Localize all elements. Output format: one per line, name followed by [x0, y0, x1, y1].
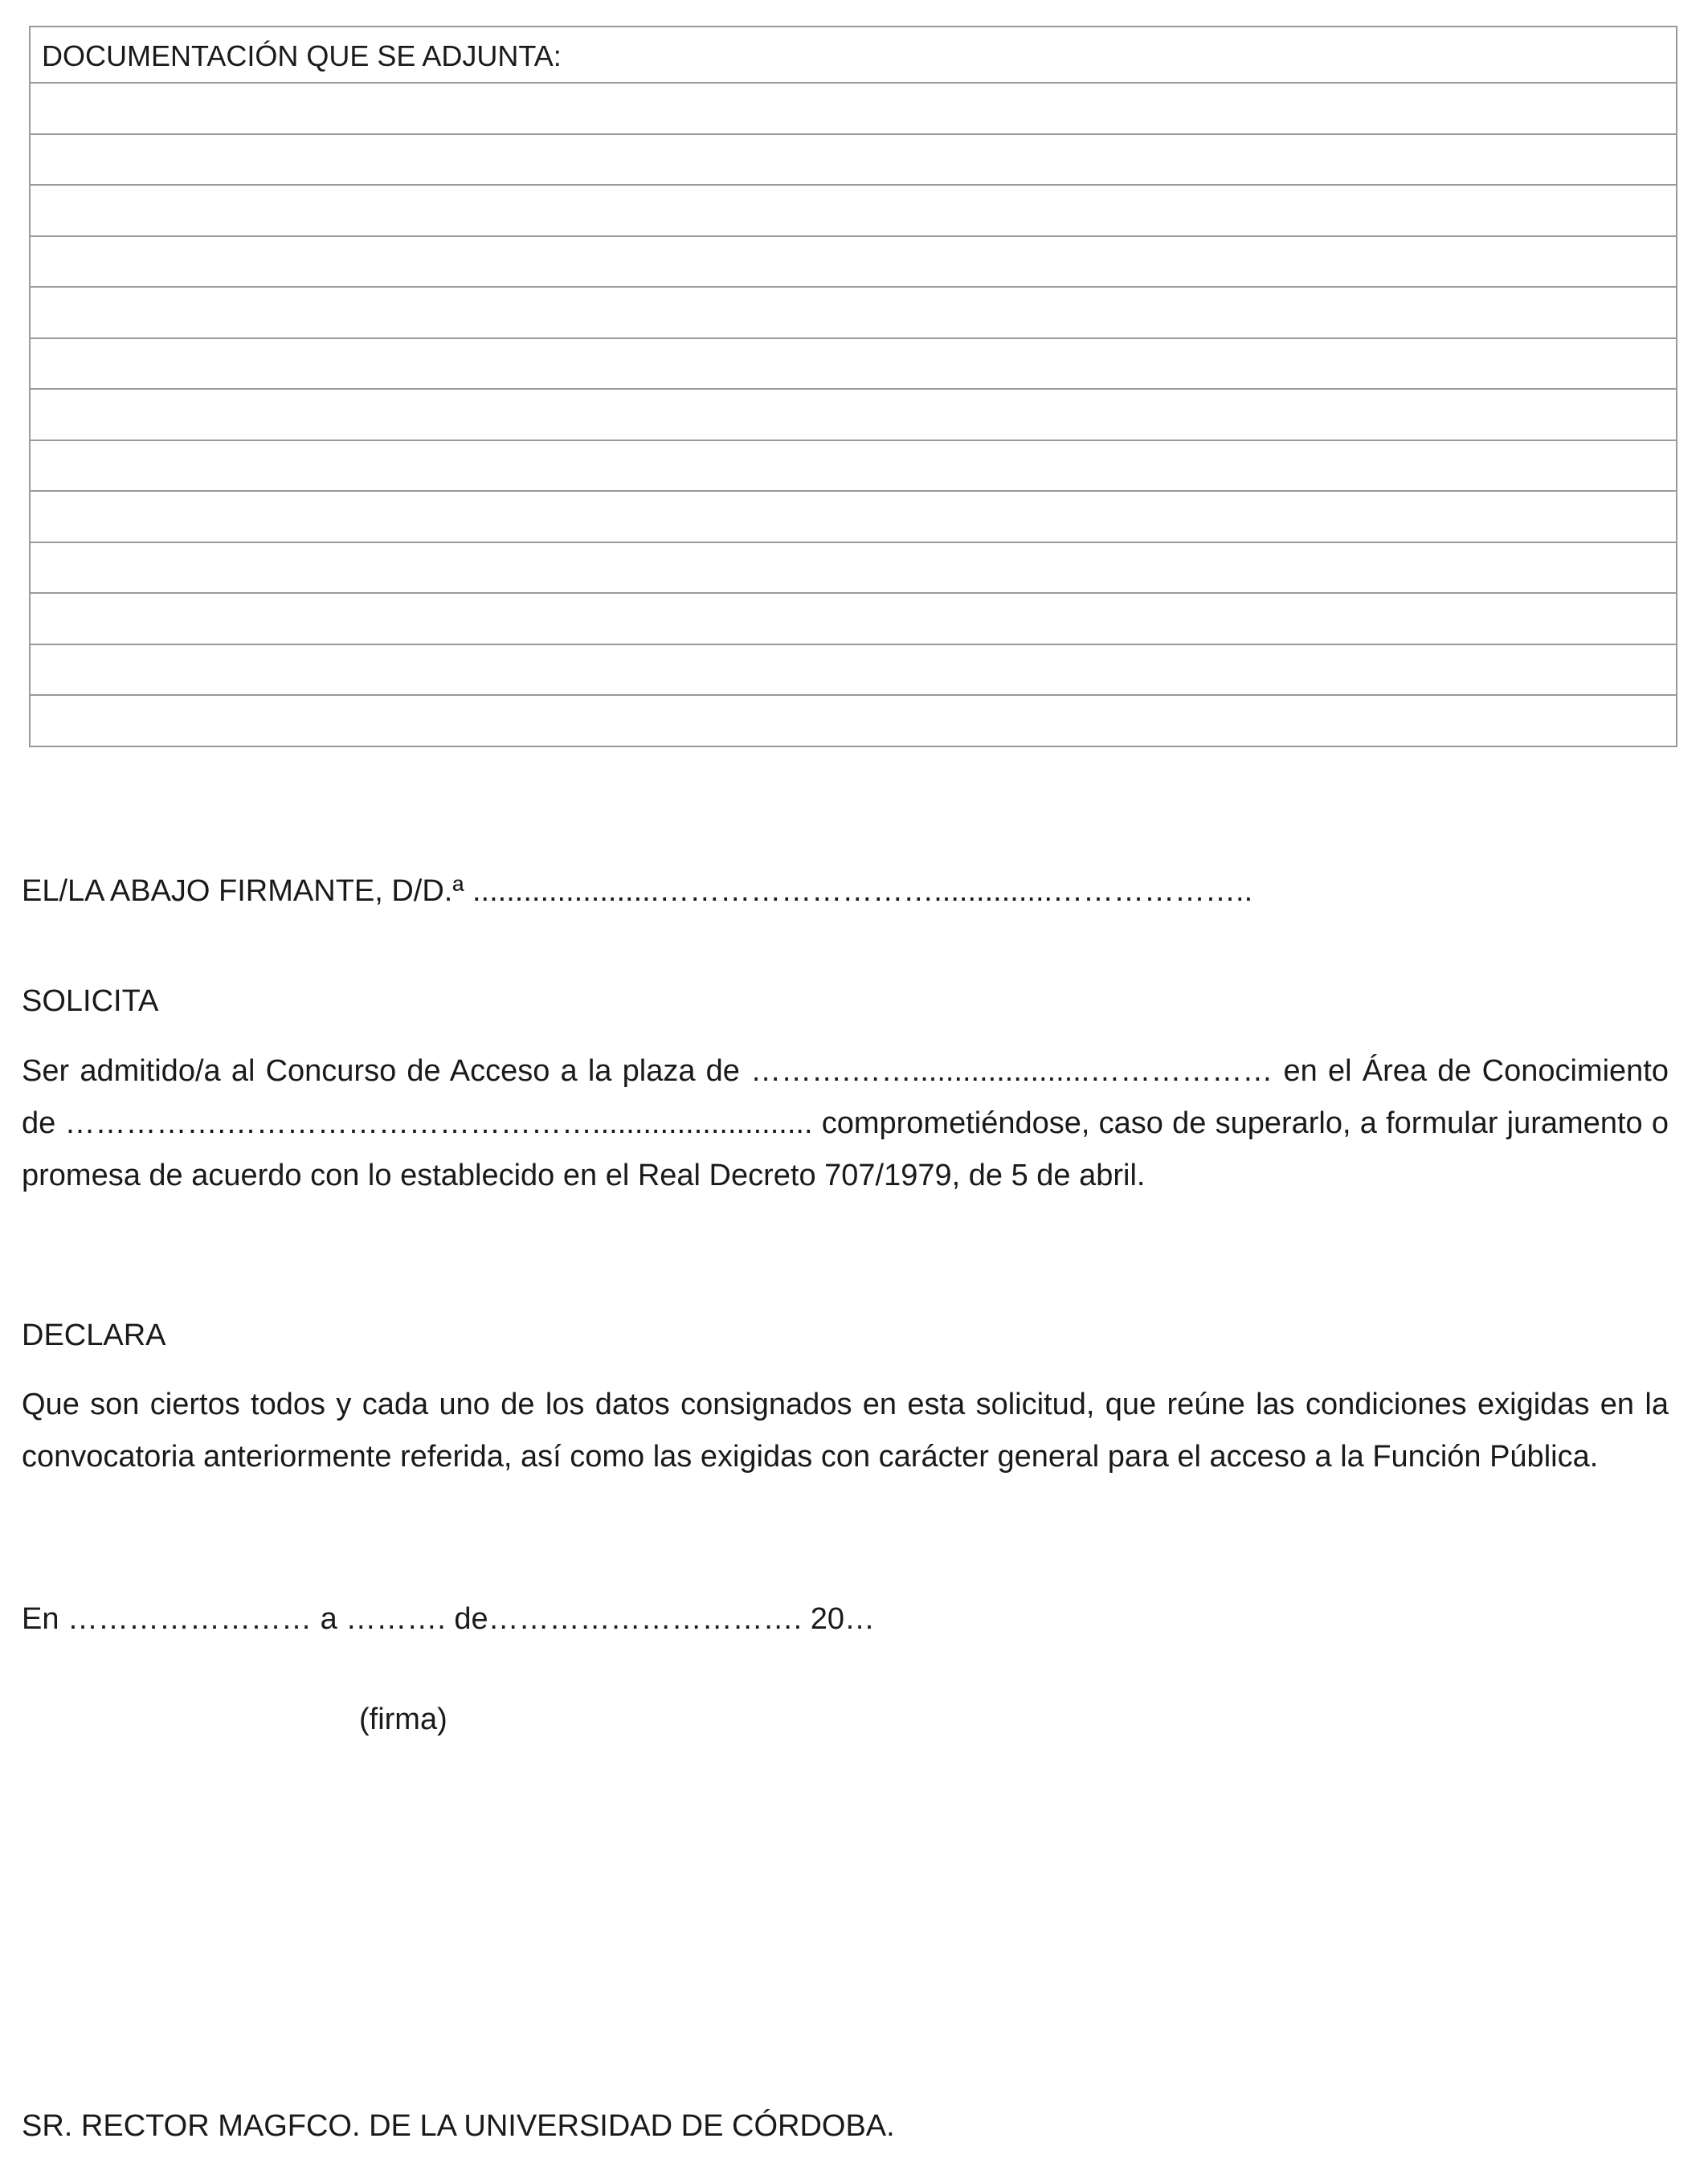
documentation-entry-cell[interactable]: [30, 83, 1677, 134]
table-header-row: [30, 27, 1677, 83]
addressee: SR. RECTOR MAGFCO. DE LA UNIVERSIDAD DE CÓRDOBA.: [22, 2109, 895, 2143]
solicita-heading: SOLICITA: [22, 984, 159, 1018]
place-date-line: En …………………… a ………. de…………………………. 20…: [22, 1602, 876, 1636]
documentation-entry-cell[interactable]: [30, 389, 1677, 440]
solicita-paragraph: Ser admitido/a al Concurso de Acceso a la plaza de ……….…….....................……………… en el Área de Conocimiento de …………….……………………………….......................... comprometiéndose, caso de superarlo, a formular juramento o promesa de acuerdo con lo establecido en el Real Decreto 707/1979, de 5 de abril.: [22, 1054, 1669, 1192]
table-row: [30, 338, 1677, 390]
documentation-table: [29, 26, 1677, 747]
documentation-entry-cell[interactable]: [30, 542, 1677, 594]
table-row: [30, 185, 1677, 236]
documentation-entry-cell[interactable]: [30, 287, 1677, 338]
table-row: [30, 134, 1677, 186]
table-row: [30, 389, 1677, 440]
signer-line: EL/LA ABAJO FIRMANTE, D/D.ª ......................………………………..............………………..: [22, 874, 1253, 908]
table-row: [30, 83, 1677, 134]
table-row: [30, 695, 1677, 746]
documentation-entry-cell[interactable]: [30, 644, 1677, 696]
declara-heading: DECLARA: [22, 1319, 166, 1352]
documentation-entry-cell[interactable]: [30, 338, 1677, 390]
table-row: [30, 644, 1677, 696]
table-row: [30, 287, 1677, 338]
documentation-entry-cell[interactable]: [30, 185, 1677, 236]
table-row: [30, 491, 1677, 542]
table-row: [30, 236, 1677, 288]
documentation-entry-cell[interactable]: [30, 440, 1677, 492]
documentation-header: DOCUMENTACIÓN QUE SE ADJUNTA:: [30, 27, 1677, 83]
documentation-entry-cell[interactable]: [30, 491, 1677, 542]
documentation-entry-cell[interactable]: [30, 134, 1677, 186]
table-row: [30, 440, 1677, 492]
declara-paragraph: Que son ciertos todos y cada uno de los datos consignados en esta solicitud, que reúne las condiciones exigidas en la convocatoria anteriormente referida, así como las exigidas con carácter general para el acceso a la Función Pública.: [22, 1388, 1669, 1474]
signature-label: (firma): [359, 1703, 447, 1736]
table-row: [30, 593, 1677, 644]
documentation-entry-cell[interactable]: [30, 593, 1677, 644]
table-row: [30, 542, 1677, 594]
documentation-entry-cell[interactable]: [30, 695, 1677, 746]
documentation-entry-cell[interactable]: [30, 236, 1677, 288]
